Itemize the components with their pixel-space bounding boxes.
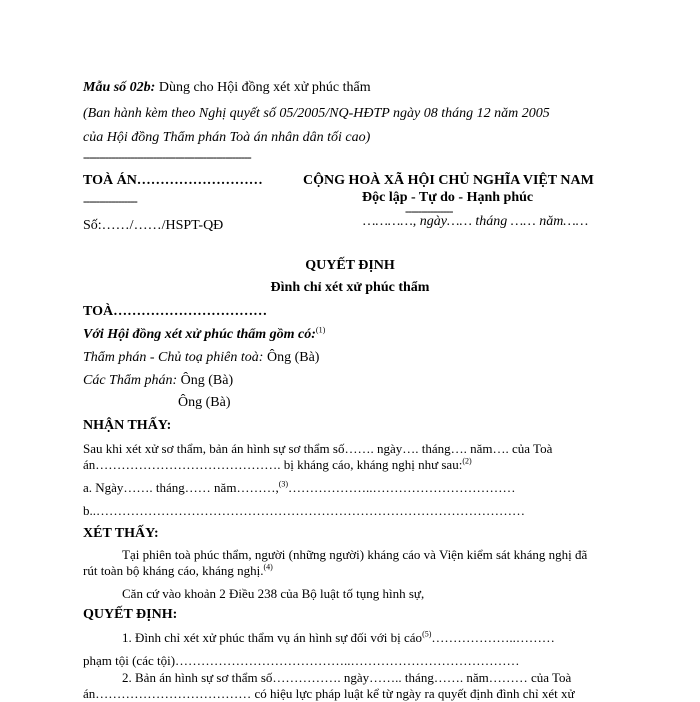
decision-item-2: 2. Bản án hình sự sơ thẩm số……………. ngày…….. tháng……. năm……… của Toà [122,670,572,685]
note-5: (5) [422,629,432,639]
form-header [83,80,371,96]
decision-number: Số:……/……/HSPT-QĐ [83,218,224,233]
note-4: (4) [263,562,273,572]
decision-item-1-line-2: phạm tội (các tội)…………………………………..………………………………… [83,653,520,668]
decision-item-1: 1. Đình chỉ xét xử phúc thẩm vụ án hình sự đối với bị cáo$^{(5)}$………………..……… [122,629,555,645]
findings-item-b: b..……………………………………………………………………………………… [83,503,525,518]
place-date: …………, ngày…… tháng …… năm…… [363,214,589,229]
note-1: (1) [315,325,326,335]
findings-heading: NHẬN THẤY: [83,418,172,433]
panel-judges: Các Thẩm phán: Ông (Bà) [83,373,234,388]
decision-item-2-line-2: án……………………………… có hiệu lực pháp luật kể từ ngày ra quyết định đình chỉ xét xử [83,686,575,701]
header-separator: ----------------------------------------------------- [83,150,251,164]
form-description: Dùng cho Hội đồng xét xử phúc thẩm [155,80,371,95]
court-line: TOÀ…………………………… [83,304,268,319]
national-separator: --------------- [405,204,453,218]
panel-composition: Với Hội đồng xét xử phúc thẩm gồm có:$^{(1)}$ [83,325,326,342]
document-title: QUYẾT ĐỊNH [305,258,395,273]
considering-para-2: rút toàn bộ kháng cáo, kháng nghị.$^{(4)}$ [83,562,273,578]
national-title: CỘNG HOÀ XÃ HỘI CHỦ NGHĨA VIỆT NAM [303,173,594,188]
decision-heading: QUYẾT ĐỊNH: [83,607,178,622]
presiding-judge: Thẩm phán - Chủ toạ phiên toà: Ông (Bà) [83,350,320,365]
court-name: TOÀ ÁN……………………… [83,173,263,188]
considering-heading: XÉT THẤY: [83,526,159,541]
form-label: Mẫu số 02b: [83,80,156,95]
court-separator: ----------------- [83,194,137,208]
document-subtitle: Đình chỉ xét xử phúc thẩm [270,280,430,295]
national-motto: Độc lập - Tự do - Hạnh phúc [362,190,534,205]
findings-line-1: Sau khi xét xử sơ thẩm, bản án hình sự sơ thẩm số……. ngày…. tháng…. năm…. của Toà [83,441,553,456]
note-3: (3) [278,479,289,489]
panel-judges-2: Ông (Bà) [178,395,231,410]
findings-line-2: án……………………………………. bị kháng cáo, kháng nghị như sau:$^{(2)}$ [83,456,472,472]
legal-basis: Căn cứ vào khoản 2 Điều 238 của Bộ luật tố tụng hình sự, [122,586,425,601]
considering-para-1: Tại phiên toà phúc thẩm, người (những người) kháng cáo và Viện kiểm sát kháng nghị đã [122,547,588,562]
issued-line-2: của Hội đồng Thẩm phán Toà án nhân dân tối cao) [83,130,371,145]
findings-item-a: a. Ngày……. tháng…… năm………,$^{(3)}$………………..…………………………… [83,479,516,495]
issued-line-1: (Ban hành kèm theo Nghị quyết số 05/2005/NQ-HĐTP ngày 08 tháng 12 năm 2005 [83,106,550,121]
note-2: (2) [462,456,472,466]
